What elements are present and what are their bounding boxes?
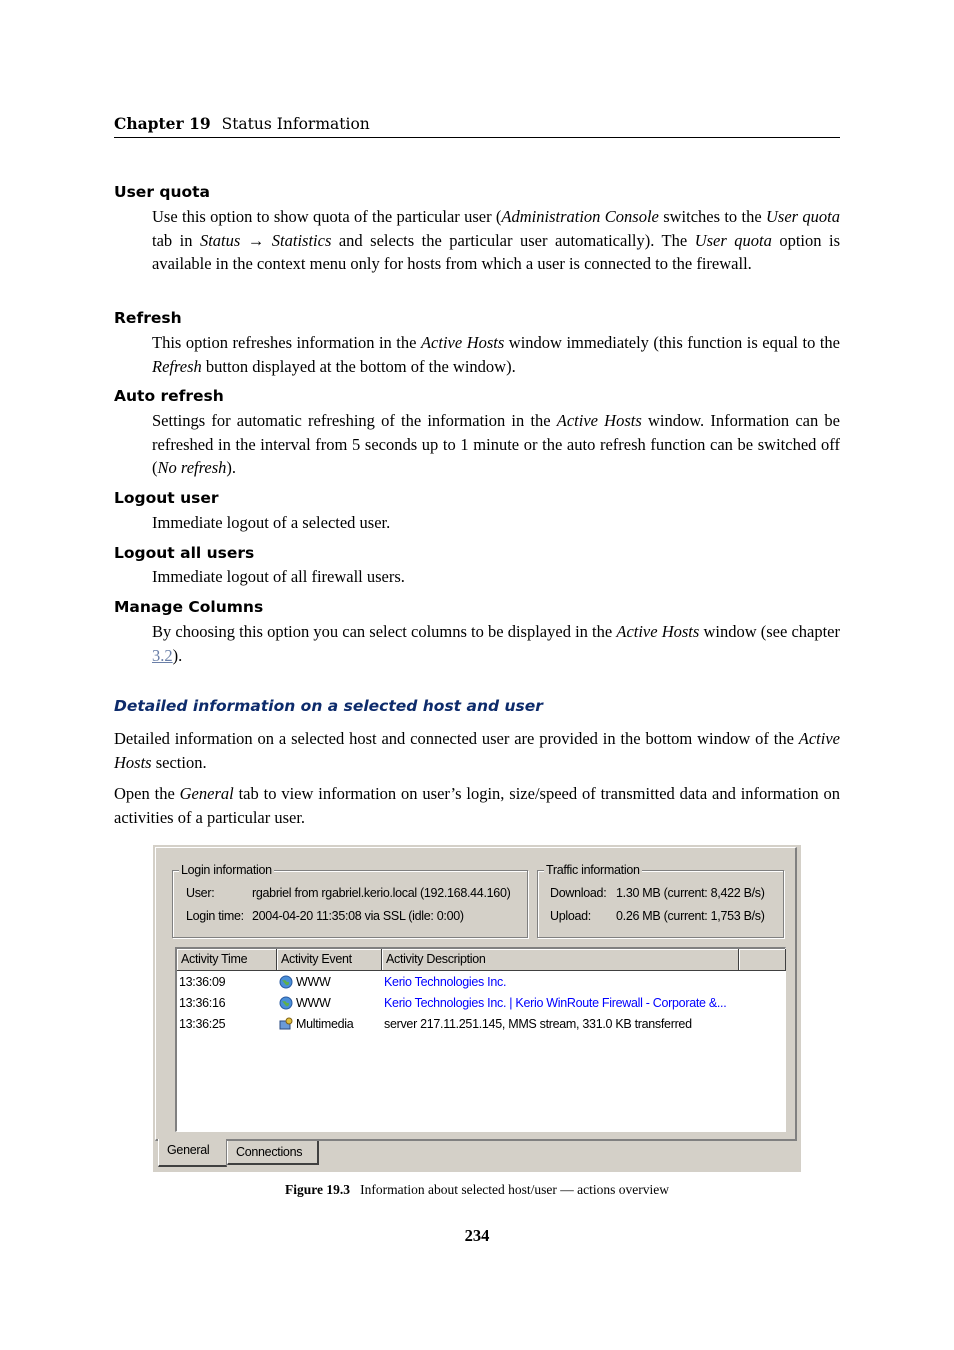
download-value: 1.30 MB (current: 8,422 B/s) bbox=[616, 886, 765, 900]
row-time: 13:36:16 bbox=[179, 996, 226, 1010]
paragraph-detailed-info: Detailed information on a selected host and connected user are provided in the bottom window of the Active Hosts section. bbox=[114, 729, 840, 772]
section-heading: Detailed information on a selected host and user bbox=[114, 697, 543, 715]
row-event: WWW bbox=[296, 975, 331, 989]
column-activity-description[interactable]: Activity Description bbox=[382, 949, 739, 971]
figure-caption bbox=[0, 1182, 954, 1198]
traffic-info-group bbox=[537, 863, 784, 938]
column-activity-event[interactable]: Activity Event bbox=[277, 949, 382, 971]
row-description-link[interactable]: Kerio Technologies Inc. bbox=[384, 975, 507, 989]
tab-connections[interactable]: Connections bbox=[227, 1141, 319, 1165]
upload-value: 0.26 MB (current: 1,753 B/s) bbox=[616, 909, 765, 923]
tab-general[interactable]: General bbox=[158, 1139, 227, 1167]
term-user-quota: User quota bbox=[114, 183, 211, 201]
user-label: User: bbox=[186, 886, 215, 900]
paragraph-general-tab: Open the General tab to view information on user’s login, size/speed of transmitted data and information on activities of a particular user. bbox=[114, 784, 840, 827]
def-logout-all-users: Immediate logout of all firewall users. bbox=[152, 567, 405, 586]
chapter-label: Chapter 19 bbox=[114, 114, 211, 133]
page-number: 234 bbox=[464, 1226, 490, 1245]
download-label: Download: bbox=[550, 886, 607, 900]
running-header bbox=[114, 114, 840, 138]
term-auto-refresh: Auto refresh bbox=[114, 387, 224, 405]
globe-icon bbox=[279, 975, 293, 989]
def-manage-columns: By choosing this option you can select columns to be displayed in the Active Hosts window (see chapter 3.2). bbox=[152, 622, 840, 665]
user-value: rgabriel from rgabriel.kerio.local (192.168.44.160) bbox=[252, 886, 511, 900]
term-refresh: Refresh bbox=[114, 309, 182, 327]
def-user-quota: Use this option to show quota of the particular user (Administration Console switches to the User quota tab in Status → Statistics and selects the particular user automatically). The User quota option is available in the context menu only for hosts from which a user is connected to the firewall. bbox=[152, 207, 840, 273]
upload-label: Upload: bbox=[550, 909, 591, 923]
activity-list[interactable] bbox=[175, 947, 786, 1132]
term-logout-all-users: Logout all users bbox=[114, 544, 255, 562]
column-filler bbox=[739, 949, 786, 971]
def-auto-refresh: Settings for automatic refreshing of the information in the Active Hosts window. Information can be refreshed in the interval from 5 seconds up to 1 minute or the auto refresh function can be switched off (No refresh). bbox=[152, 411, 841, 477]
login-time-value: 2004-04-20 11:35:08 via SSL (idle: 0:00) bbox=[252, 909, 464, 923]
figure-text: Information about selected host/user — actions overview bbox=[360, 1182, 670, 1197]
multimedia-icon bbox=[279, 1017, 293, 1031]
login-time-label: Login time: bbox=[186, 909, 244, 923]
row-time: 13:36:25 bbox=[179, 1017, 226, 1031]
row-event: WWW bbox=[296, 996, 331, 1010]
chapter-link[interactable]: 3.2 bbox=[152, 645, 173, 665]
chapter-title: Status Information bbox=[221, 115, 370, 133]
def-logout-user: Immediate logout of a selected user. bbox=[152, 513, 391, 532]
term-manage-columns: Manage Columns bbox=[114, 598, 264, 616]
row-time: 13:36:09 bbox=[179, 975, 226, 989]
row-description-link[interactable]: Kerio Technologies Inc. | Kerio WinRoute Firewall - Corporate &... bbox=[384, 996, 727, 1010]
term-logout-user: Logout user bbox=[114, 489, 219, 507]
row-event: Multimedia bbox=[296, 1017, 354, 1031]
login-info-group bbox=[172, 863, 528, 938]
general-tab-panel bbox=[155, 847, 797, 1141]
def-refresh: This option refreshes information in the Active Hosts window immediately (this function is equal to the Refresh button displayed at the bottom of the window). bbox=[152, 333, 840, 376]
figure-label: Figure 19.3 bbox=[284, 1182, 350, 1197]
globe-icon bbox=[279, 996, 293, 1010]
host-details-screenshot bbox=[153, 845, 801, 1172]
column-activity-time[interactable]: Activity Time bbox=[177, 949, 277, 971]
row-description: server 217.11.251.145, MMS stream, 331.0 KB transferred bbox=[384, 1017, 692, 1031]
login-info-legend: Login information bbox=[181, 863, 272, 877]
traffic-info-legend: Traffic information bbox=[546, 863, 640, 877]
